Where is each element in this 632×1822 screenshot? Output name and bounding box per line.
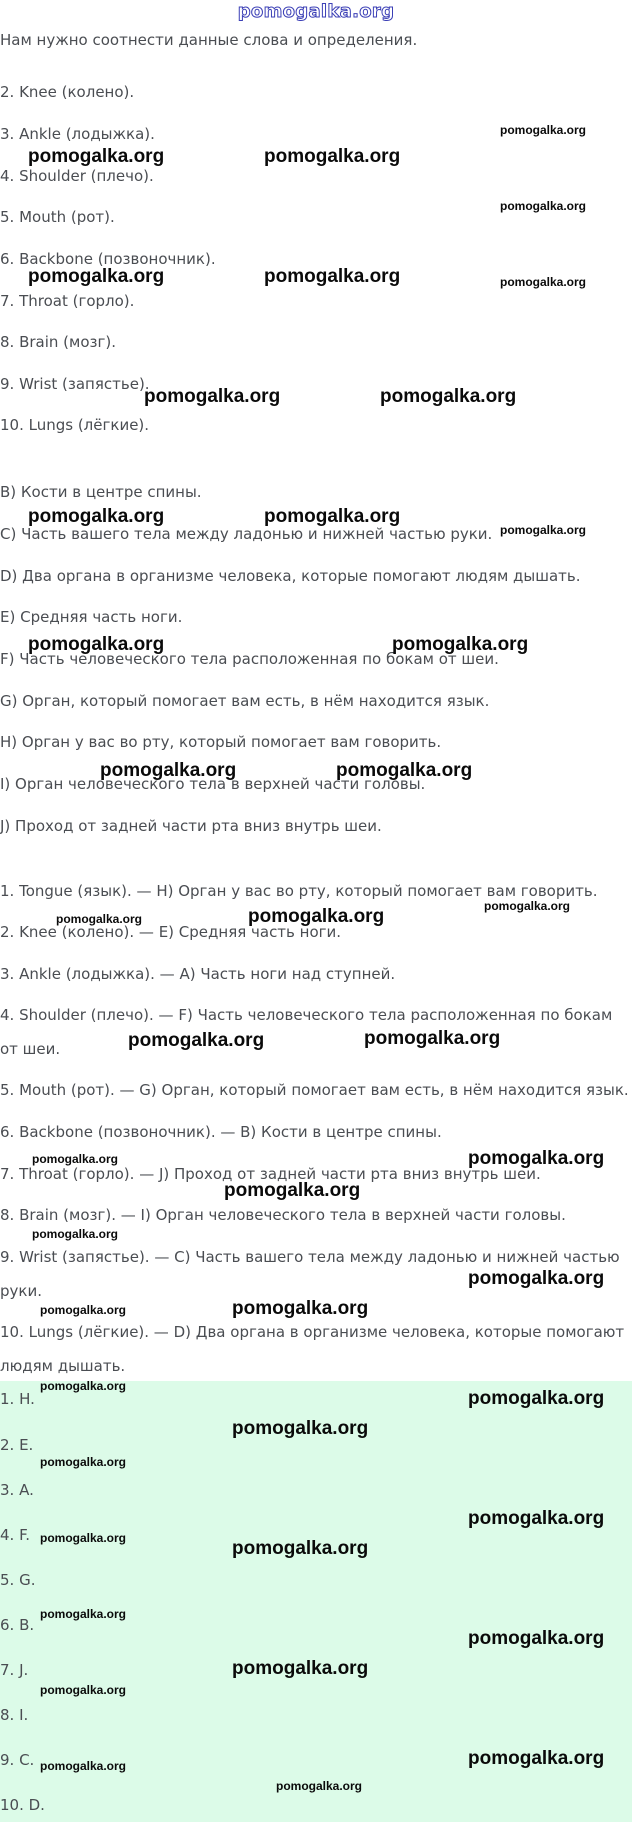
intro-text: Нам нужно соотнести данные слова и определения. [0, 31, 418, 49]
watermark: pomogalka.org [128, 1030, 265, 1051]
match-item: 8. Brain (мозг). — I) Орган человеческого тела в верхней части головы. [0, 1206, 566, 1224]
watermark: pomogalka.org [40, 1531, 127, 1545]
watermark: pomogalka.org [232, 1418, 369, 1439]
answer-item: 5. G. [0, 1571, 36, 1589]
watermark: pomogalka.org [484, 899, 571, 913]
watermark: pomogalka.org [32, 1227, 119, 1241]
watermark: pomogalka.org [248, 906, 385, 927]
watermark: pomogalka.org [100, 760, 237, 781]
match-item: 4. Shoulder (плечо). — F) Часть человеческого тела расположенная по бокам от шеи. [0, 1006, 613, 1058]
definition-item: B) Кости в центре спины. [0, 483, 202, 501]
word-item: 2. Knee (колено). [0, 83, 135, 101]
watermark: pomogalka.org [468, 1388, 605, 1409]
answer-item: 3. A. [0, 1481, 34, 1499]
match-item: 6. Backbone (позвоночник). — B) Кости в центре спины. [0, 1123, 442, 1141]
match-item: 3. Ankle (лодыжка). — A) Часть ноги над ступней. [0, 965, 396, 983]
match-item: 5. Mouth (рот). — G) Орган, который помогает вам есть, в нём находится язык. [0, 1081, 629, 1099]
answer-item: 7. J. [0, 1661, 29, 1679]
answer-item: 4. F. [0, 1526, 31, 1544]
watermark: pomogalka.org [224, 1180, 361, 1201]
watermark: pomogalka.org [264, 146, 401, 167]
definition-item: D) Два органа в организме человека, которые помогают людям дышать. [0, 567, 581, 585]
word-item: 9. Wrist (запястье). [0, 375, 150, 393]
definition-item: I) Орган человеческого тела в верхней части головы. [0, 775, 426, 793]
watermark: pomogalka.org [232, 1298, 369, 1319]
watermark: pomogalka.org [468, 1148, 605, 1169]
match-item: 2. Knee (колено). — E) Средняя часть ноги. [0, 923, 342, 941]
match-item: 1. Tongue (язык). — H) Орган у вас во рту, который помогает вам говорить. [0, 882, 598, 900]
match-item: 10. Lungs (лёгкие). — D) Два органа в организме человека, которые помогают людям дышать. [0, 1323, 625, 1375]
watermark: pomogalka.org [28, 634, 165, 655]
definition-item: C) Часть вашего тела между ладонью и нижней частью руки. [0, 525, 493, 543]
watermark: pomogalka.org [28, 506, 165, 527]
answer-item: 1. H. [0, 1390, 35, 1408]
watermark: pomogalka.org [392, 634, 529, 655]
watermark: pomogalka.org [380, 386, 517, 407]
definition-item: E) Средняя часть ноги. [0, 608, 183, 626]
definition-item: J) Проход от задней части рта вниз внутрь шеи. [0, 817, 382, 835]
watermark: pomogalka.org [40, 1607, 127, 1621]
watermark: pomogalka.org [336, 760, 473, 781]
answer-item: 6. B. [0, 1616, 35, 1634]
watermark: pomogalka.org [468, 1748, 605, 1769]
watermark: pomogalka.org [40, 1379, 127, 1393]
watermark: pomogalka.org [56, 912, 143, 926]
watermark: pomogalka.org [232, 1538, 369, 1559]
word-item: 3. Ankle (лодыжка). [0, 125, 155, 143]
watermark: pomogalka.org [500, 199, 587, 213]
definition-item: H) Орган у вас во рту, который помогает вам говорить. [0, 733, 442, 751]
match-item: 7. Throat (горло). — J) Проход от задней части рта вниз внутрь шеи. [0, 1165, 541, 1183]
watermark: pomogalka.org [40, 1683, 127, 1697]
watermark: pomogalka.org [32, 1152, 119, 1166]
watermark: pomogalka.org [468, 1268, 605, 1289]
watermark: pomogalka.org [264, 266, 401, 287]
watermark: pomogalka.org [144, 386, 281, 407]
watermark: pomogalka.org [40, 1759, 127, 1773]
match-item: 9. Wrist (запястье). — C) Часть вашего тела между ладонью и нижней частью руки. [0, 1248, 620, 1300]
site-logo[interactable]: pomogalka.org [237, 1, 395, 22]
answer-item: 9. C. [0, 1751, 35, 1769]
watermark: pomogalka.org [276, 1779, 363, 1793]
word-item: 5. Mouth (рот). [0, 208, 115, 226]
watermark: pomogalka.org [232, 1658, 369, 1679]
watermark: pomogalka.org [264, 506, 401, 527]
watermark: pomogalka.org [364, 1028, 501, 1049]
word-item: 4. Shoulder (плечо). [0, 167, 154, 185]
answer-item: 8. I. [0, 1706, 29, 1724]
watermark: pomogalka.org [28, 266, 165, 287]
definition-item: F) Часть человеческого тела расположенная по бокам от шеи. [0, 650, 499, 668]
watermark: pomogalka.org [468, 1628, 605, 1649]
watermark: pomogalka.org [468, 1508, 605, 1529]
answer-item: 10. D. [0, 1796, 45, 1814]
watermark: pomogalka.org [40, 1303, 127, 1317]
watermark: pomogalka.org [500, 123, 587, 137]
word-item: 10. Lungs (лёгкие). [0, 416, 150, 434]
word-item: 8. Brain (мозг). [0, 333, 116, 351]
answer-item: 2. E. [0, 1436, 34, 1454]
watermark: pomogalka.org [500, 523, 587, 537]
word-item: 7. Throat (горло). [0, 292, 135, 310]
watermark: pomogalka.org [500, 275, 587, 289]
watermark: pomogalka.org [28, 146, 165, 167]
watermark: pomogalka.org [40, 1455, 127, 1469]
word-item: 6. Backbone (позвоночник). [0, 250, 216, 268]
definition-item: G) Орган, который помогает вам есть, в нём находится язык. [0, 692, 490, 710]
